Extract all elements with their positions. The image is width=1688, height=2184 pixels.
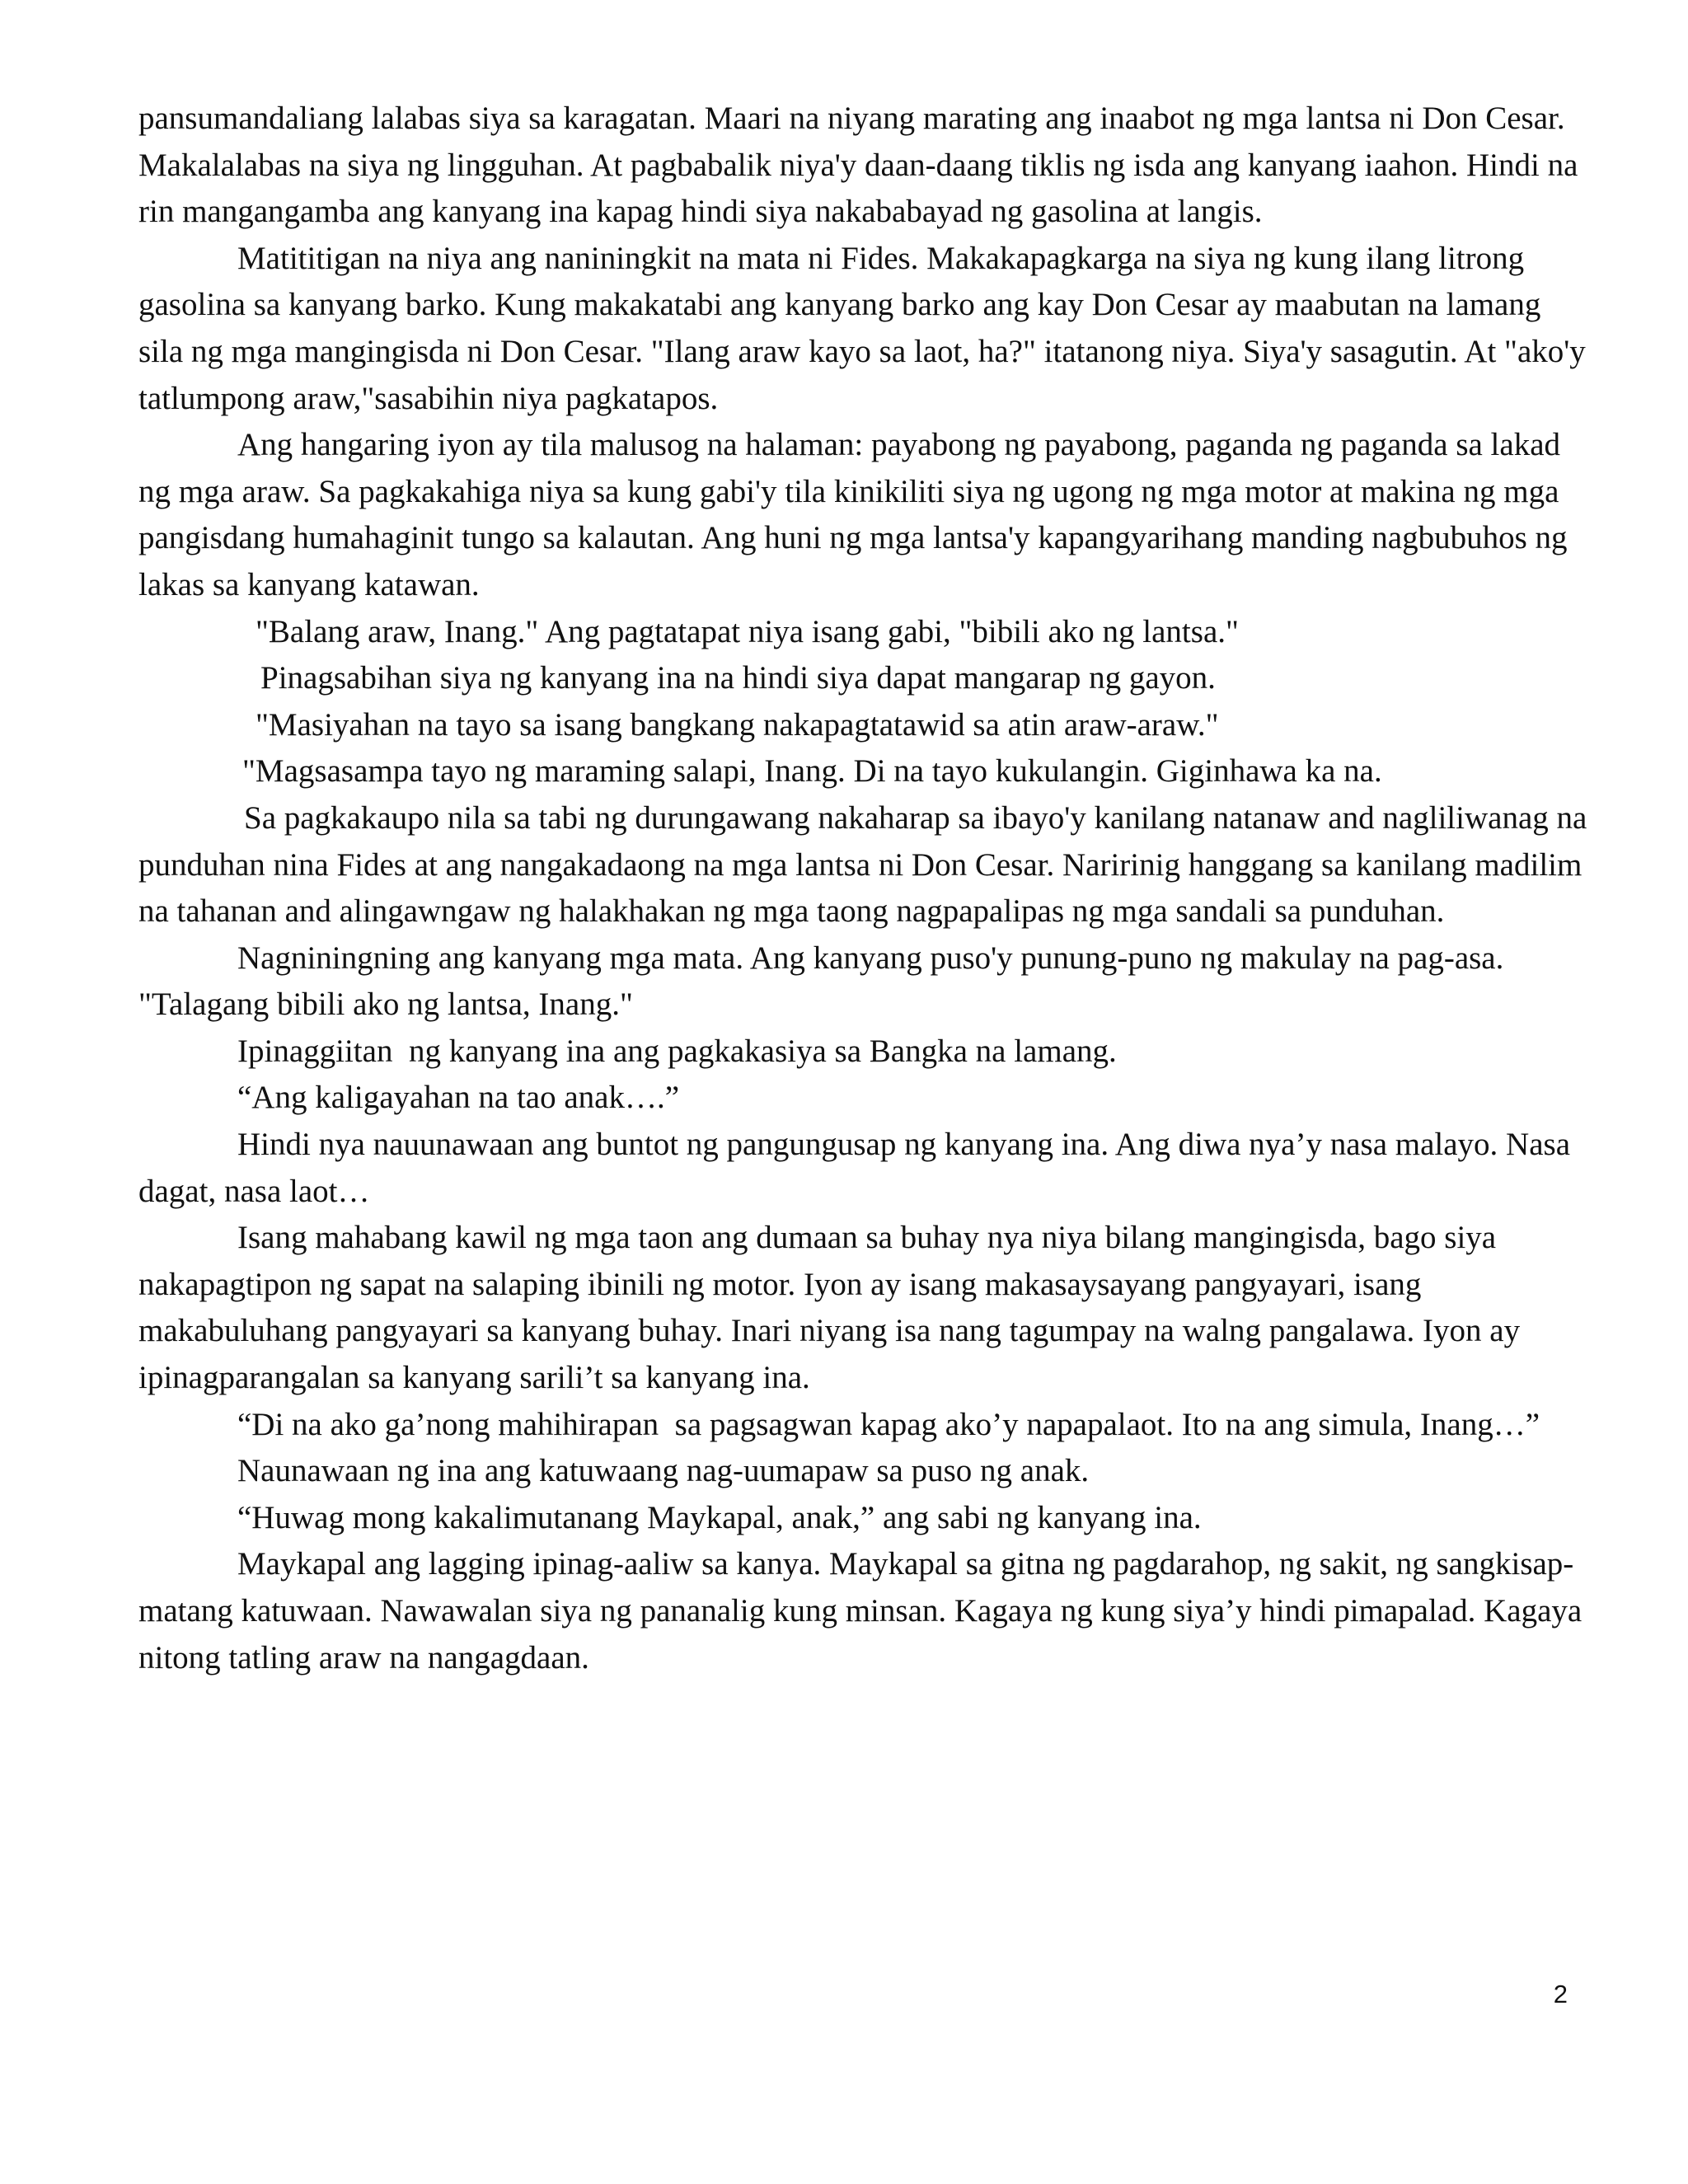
paragraph: Isang mahabang kawil ng mga taon ang dumaan sa buhay nya niya bilang mangingisda, bago siya nakapagtipon ng sapat na salaping ibinili ng motor. Iyon ay isang makasaysayang pangyayari, isang makabuluhang pangyayari sa kanyang buhay. Inari niyang isa nang tagumpay na walng pangalawa. Iyon ay ipinagparangalan sa kanyang sarili’t sa kanyang ina. bbox=[138, 1220, 1528, 1396]
paragraph: Ipinaggiitan ng kanyang ina ang pagkakasiya sa Bangka na lamang. bbox=[237, 1033, 1117, 1069]
paragraph: Hindi nya nauunawaan ang buntot ng pangungusap ng kanyang ina. Ang diwa nya’y nasa malayo. Nasa dagat, nasa laot… bbox=[138, 1127, 1578, 1209]
paragraph: "Masiyahan na tayo sa isang bangkang nakapagtatawid sa atin araw-araw." bbox=[256, 706, 1219, 743]
paragraph: Nagniningning ang kanyang mga mata. Ang kanyang puso'y punung-puno ng makulay na pag-asa. bbox=[237, 940, 1504, 976]
paragraph: Sa pagkakaupo nila sa tabi ng durungawang nakaharap sa ibayo'y kanilang natanaw and nagliliwanag na punduhan nina Fides at ang nangakadaong na mga lantsa ni Don Cesar. Naririnig hanggang sa kanilang madilim na tahanan and alingawngaw ng halakhakan ng mga taong nagpapalipas ng mga sandali sa punduhan. bbox=[138, 799, 1596, 930]
paragraph: pansumandaliang lalabas siya sa karagatan. Maari na niyang marating ang inaabot ng mga lantsa ni Don Cesar. Makalalabas na siya ng lingguhan. At pagbabalik niya'y daan-daang tiklis ng isda ang kanyang iaahon. Hindi na rin mangangamba ang kanyang ina kapag hindi siya nakababayad ng gasolina at langis. bbox=[138, 101, 1587, 230]
story-text bbox=[138, 96, 1596, 1681]
paragraph: “Ang kaligayahan na tao anak….” bbox=[237, 1080, 680, 1116]
paragraph: “Di na ako ga’nong mahihirapan sa pagsagwan kapag ako’y napapalaot. Ito na ang simula, Inang…” bbox=[237, 1406, 1540, 1442]
paragraph: "Talagang bibili ako ng lantsa, Inang." bbox=[138, 987, 633, 1023]
paragraph: Naunawaan ng ina ang katuwaang nag-uumapaw sa puso ng anak. bbox=[237, 1453, 1090, 1489]
paragraph: Matititigan na niya ang naniningkit na mata ni Fides. Makakapagkarga na siya ng kung ilang litrong gasolina sa kanyang barko. Kung makakatabi ang kanyang barko ang kay Don Cesar ay maabutan na lamang sila ng mga mangingisda ni Don Cesar. "Ilang araw kayo sa laot, ha?" itatanong niya. Siya'y sasagutin. At "ako'y tatlumpong araw,"sasabihin niya pagkatapos. bbox=[138, 240, 1594, 416]
paragraph: "Magsasampa tayo ng maraming salapi, Inang. Di na tayo kukulangin. Giginhawa ka na. bbox=[242, 753, 1382, 790]
page-number: 2 bbox=[1553, 1980, 1568, 2008]
paragraph: Ang hangaring iyon ay tila malusog na halaman: payabong ng payabong, paganda ng paganda sa lakad ng mga araw. Sa pagkakahiga niya sa kung gabi'y tila kinikiliti siya ng ugong ng mga motor at makina ng mga pangisdang humahaginit tungo sa kalautan. Ang huni ng mga lantsa'y kapangyarihang manding nagbubuhos ng lakas sa kanyang katawan. bbox=[138, 427, 1576, 602]
paragraph: Pinagsabihan siya ng kanyang ina na hindi siya dapat mangarap ng gayon. bbox=[260, 660, 1216, 696]
paragraph: “Huwag mong kakalimutanang Maykapal, anak,” ang sabi ng kanyang ina. bbox=[237, 1499, 1202, 1535]
paragraph: "Balang araw, Inang." Ang pagtatapat niya isang gabi, "bibili ako ng lantsa." bbox=[256, 613, 1239, 649]
paragraph: Maykapal ang lagging ipinag-aaliw sa kanya. Maykapal sa gitna ng pagdarahop, ng sakit, ng sangkisap-matang katuwaan. Nawawalan siya ng pananalig kung minsan. Kagaya ng kung siya’y hindi pimapalad. Kagaya nitong tatling araw na nangagdaan. bbox=[138, 1546, 1590, 1675]
